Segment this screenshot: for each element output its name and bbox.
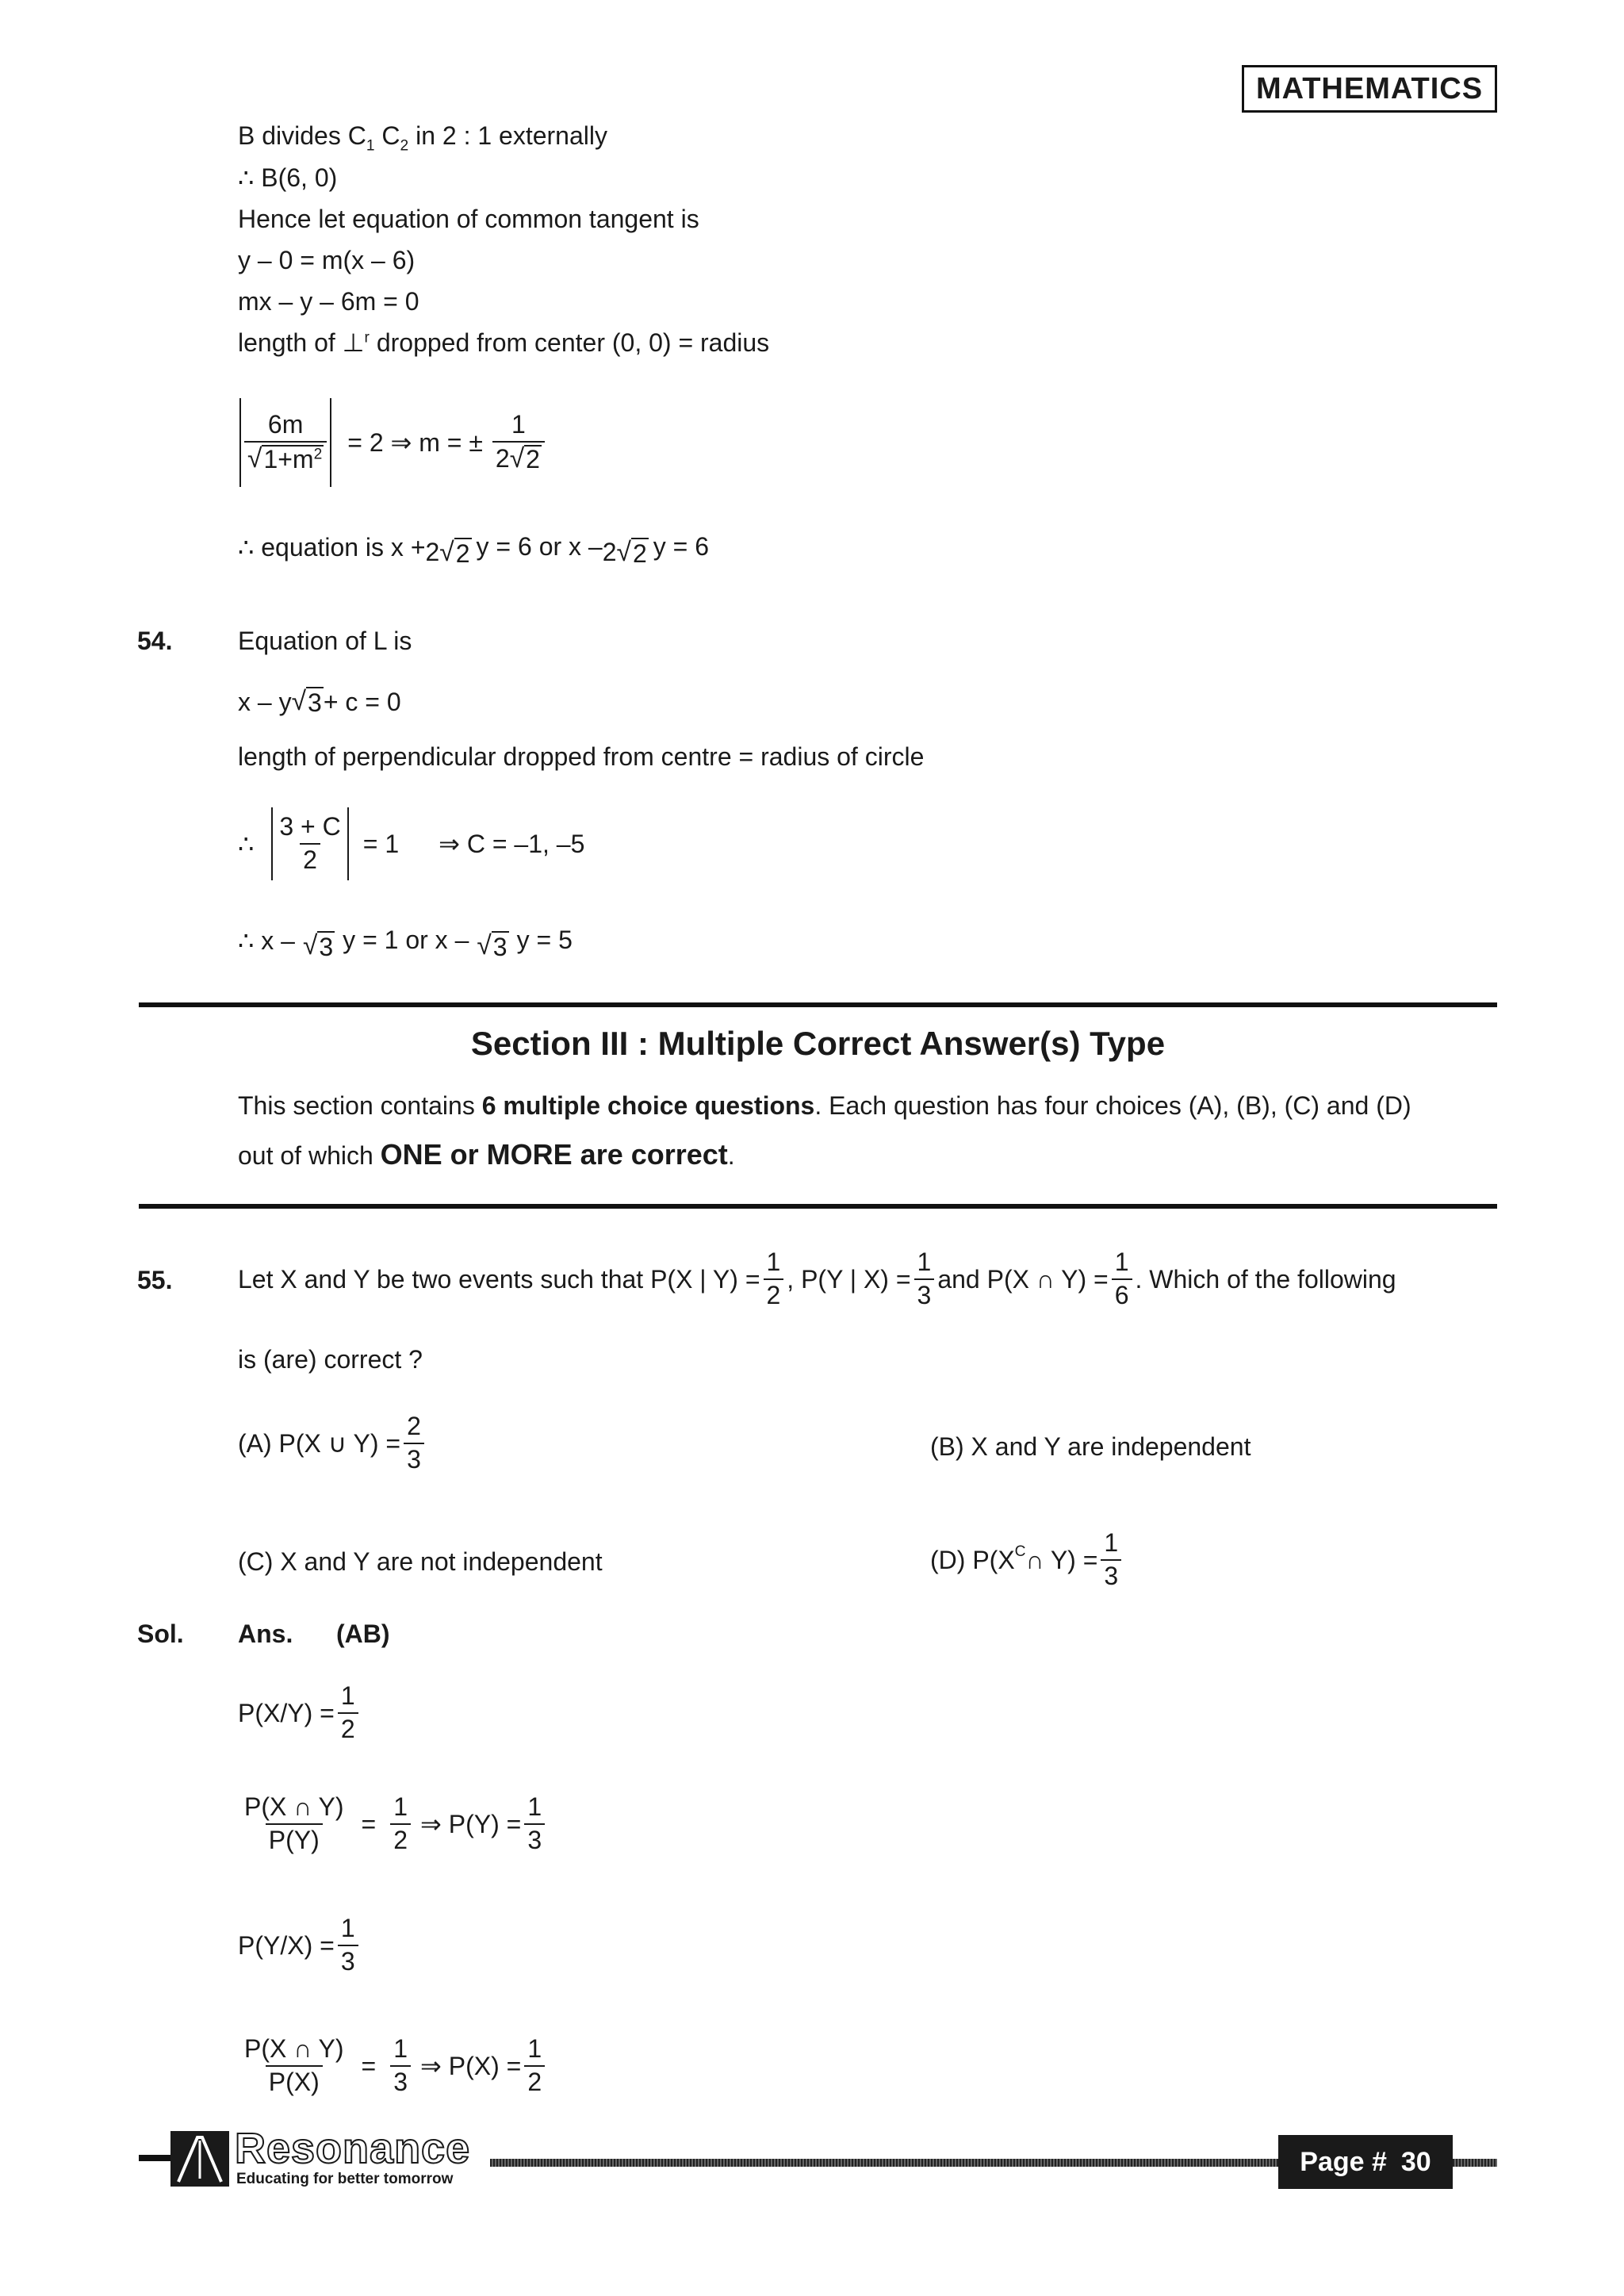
abs-bar-left	[239, 398, 241, 487]
section-description-line-1: This section contains 6 multiple choice questions. Each question has four choices (A), (B), (C) and (D)	[238, 1091, 1411, 1120]
question-number-55: 55.	[137, 1266, 173, 1294]
footer-line-right	[1453, 2159, 1497, 2167]
footer-line-left	[139, 2155, 170, 2161]
subject-title: MATHEMATICS	[1255, 71, 1484, 105]
q54-distance-equation: ∴ $\frac{3 + C}{2}$ = 1 ⇒ C = –1, –5	[238, 804, 584, 884]
prev-line-4: y – 0 = m(x – 6)	[238, 246, 416, 274]
q54-final-equation: ∴ x – √ 3 y = 1 or x – √ 3 y = 5	[238, 926, 573, 961]
subject-header	[1242, 65, 1497, 113]
q55-stem-line-1: Let X and Y be two events such that P(X | Y) = $\frac{1}{2}$ , P(Y | X) = $\frac{1}{3}$ and P(X ∩ Y) = $\frac{1}{6}$ . Which of the following	[238, 1248, 1396, 1309]
footer-line-main	[490, 2159, 1283, 2167]
logo-mark-icon	[170, 2131, 229, 2187]
q54-line-2: x – y √ 3 + c = 0	[238, 687, 401, 717]
page-label: Page #	[1300, 2146, 1387, 2177]
tangent-final-equation: ∴ equation is x + 2 √ 2 y = 6 or x – 2 √ 2 y = 6	[238, 532, 710, 568]
brand-name: Resonance	[235, 2125, 471, 2172]
q54-line-3: length of perpendicular dropped from centre = radius of circle	[238, 742, 925, 771]
solution-step-3: P(Y/X) = $\frac{1}{3}$	[238, 1910, 362, 1981]
solution-step-4: $\frac{P(X \cap Y)}{P(X)}$ = $\frac{1}{3}$ ⇒ P(X) = $\frac{1}{2}$	[238, 2030, 548, 2102]
brand-tagline: Educating for better tomorrow	[236, 2171, 454, 2187]
q54-line-1: Equation of L is	[238, 627, 412, 655]
section-divider-top	[139, 1002, 1497, 1007]
prev-line-1: B divides $C_1$ $C_2$ in 2 : 1 externally	[238, 121, 607, 155]
section-title: Section III : Multiple Correct Answer(s) Type	[470, 1025, 1166, 1062]
q55-option-d: (D) P(X $^C$ ∩ Y) = $\frac{1}{3}$	[930, 1524, 1124, 1596]
question-number-54: 54.	[137, 627, 173, 655]
solution-label: Sol.	[137, 1619, 184, 1648]
abs-bar-right	[330, 398, 331, 487]
tangent-slope-equation: 6m √ $1+m^2$ = 2 ⇒ m = ± 1 2 √ 2	[239, 397, 548, 488]
page-number-box	[1278, 2135, 1453, 2189]
prev-line-6: length of ⊥$^r$ dropped from center (0, 0) = radius	[238, 328, 770, 357]
q55-option-a: (A) P(X ∪ Y) = $\frac{2}{3}$	[238, 1408, 427, 1479]
prev-line-2: ∴ B(6, 0)	[238, 163, 338, 192]
q55-option-b: (B) X and Y are independent	[930, 1432, 1251, 1461]
resonance-logo-icon	[170, 2131, 229, 2187]
q55-stem-line-2: is (are) correct ?	[238, 1345, 423, 1374]
section-divider-bottom	[139, 1204, 1497, 1209]
page-number: 30	[1400, 2146, 1431, 2177]
answer-value: (AB)	[336, 1619, 390, 1648]
solution-step-2: $\frac{P(X \cap Y)}{P(Y)}$ = $\frac{1}{2}$ ⇒ P(Y) = $\frac{1}{3}$	[238, 1788, 548, 1860]
section-description-line-2: out of which ONE or MORE are correct.	[238, 1138, 735, 1171]
prev-line-5: mx – y – 6m = 0	[238, 287, 419, 316]
prev-line-3: Hence let equation of common tangent is	[238, 205, 699, 233]
q55-option-c: (C) X and Y are not independent	[238, 1547, 603, 1576]
answer-label: Ans.	[238, 1619, 293, 1648]
solution-step-1: P(X/Y) = $\frac{1}{2}$	[238, 1677, 362, 1749]
